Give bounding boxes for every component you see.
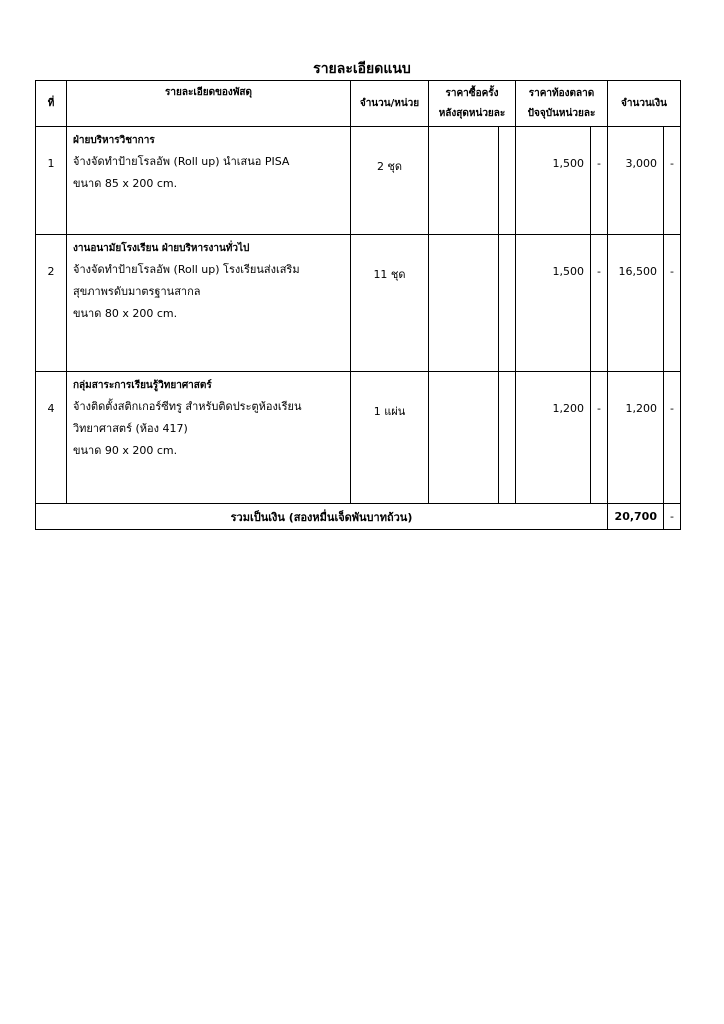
row-detail-line: วิทยาศาสตร์ (ห้อง 417)	[73, 422, 188, 435]
total-amount-satang: -	[664, 504, 681, 530]
row-no: 2	[36, 235, 67, 372]
table-row	[36, 127, 681, 235]
row-last-price	[429, 127, 499, 235]
row-no: 4	[36, 372, 67, 504]
row-detail-line: สุขภาพรดับมาตรฐานสากล	[73, 285, 201, 298]
row-last-price-satang	[499, 372, 516, 504]
header-market-price-line2: ปัจจุบันหน่วยละ	[527, 107, 596, 119]
row-market-price-satang: -	[591, 372, 608, 504]
row-group-label: ฝ่ายบริหารวิชาการ	[73, 135, 155, 146]
row-no: 1	[36, 127, 67, 235]
total-amount: 20,700	[608, 504, 664, 530]
header-last-price-line2: หลังสุดหน่วยละ	[438, 107, 506, 119]
row-details	[67, 235, 351, 372]
row-last-price-satang	[499, 127, 516, 235]
row-detail-line: จ้างจัดทำป้ายโรลอัพ (Roll up) นำเสนอ PISA	[73, 155, 290, 168]
total-label: รวมเป็นเงิน (สองหมื่นเจ็ดพันบาทถ้วน)	[36, 504, 608, 530]
row-detail-line: จ้างติดตั้งสติกเกอร์ซีทรู สำหรับติดประตูห้องเรียน	[73, 400, 302, 413]
header-last-price-line1: ราคาซื้อครั้ง	[445, 87, 499, 99]
row-details	[67, 372, 351, 504]
row-market-price: 1,500	[516, 127, 591, 235]
row-amount: 3,000	[608, 127, 664, 235]
row-amount-satang: -	[664, 127, 681, 235]
row-group-label: งานอนามัยโรงเรียน ฝ่ายบริหารงานทั่วไป	[73, 243, 250, 254]
row-group-label: กลุ่มสาระการเรียนรู้วิทยาศาสตร์	[73, 380, 212, 391]
row-market-price-satang: -	[591, 127, 608, 235]
row-detail-line: ขนาด 85 x 200 cm.	[73, 177, 178, 190]
row-amount: 1,200	[608, 372, 664, 504]
header-market-price-line1: ราคาท้องตลาด	[528, 87, 595, 99]
row-last-price	[429, 372, 499, 504]
row-market-price-satang: -	[591, 235, 608, 372]
document-title: รายละเอียดแนบ	[313, 61, 411, 77]
row-quantity: 2 ชุด	[351, 127, 429, 235]
row-quantity: 11 ชุด	[351, 235, 429, 372]
table-header-row	[36, 81, 681, 127]
row-details	[67, 127, 351, 235]
header-market-price	[516, 81, 608, 127]
details-table	[35, 80, 681, 530]
row-detail-line: ขนาด 80 x 200 cm.	[73, 307, 178, 320]
row-amount: 16,500	[608, 235, 664, 372]
row-amount-satang: -	[664, 372, 681, 504]
row-market-price: 1,500	[516, 235, 591, 372]
row-last-price-satang	[499, 235, 516, 372]
row-detail-line: จ้างจัดทำป้ายโรลอัพ (Roll up) โรงเรียนส่งเสริม	[73, 263, 300, 276]
total-row	[36, 504, 681, 530]
row-last-price	[429, 235, 499, 372]
header-details: รายละเอียดของพัสดุ	[67, 81, 351, 127]
row-market-price: 1,200	[516, 372, 591, 504]
row-quantity: 1 แผ่น	[351, 372, 429, 504]
row-amount-satang: -	[664, 235, 681, 372]
header-quantity: จำนวน/หน่วย	[351, 81, 429, 127]
header-amount: จำนวนเงิน	[608, 81, 681, 127]
header-last-price	[429, 81, 516, 127]
row-detail-line: ขนาด 90 x 200 cm.	[73, 444, 178, 457]
table-row	[36, 372, 681, 504]
header-no: ที่	[36, 81, 67, 127]
table-row	[36, 235, 681, 372]
